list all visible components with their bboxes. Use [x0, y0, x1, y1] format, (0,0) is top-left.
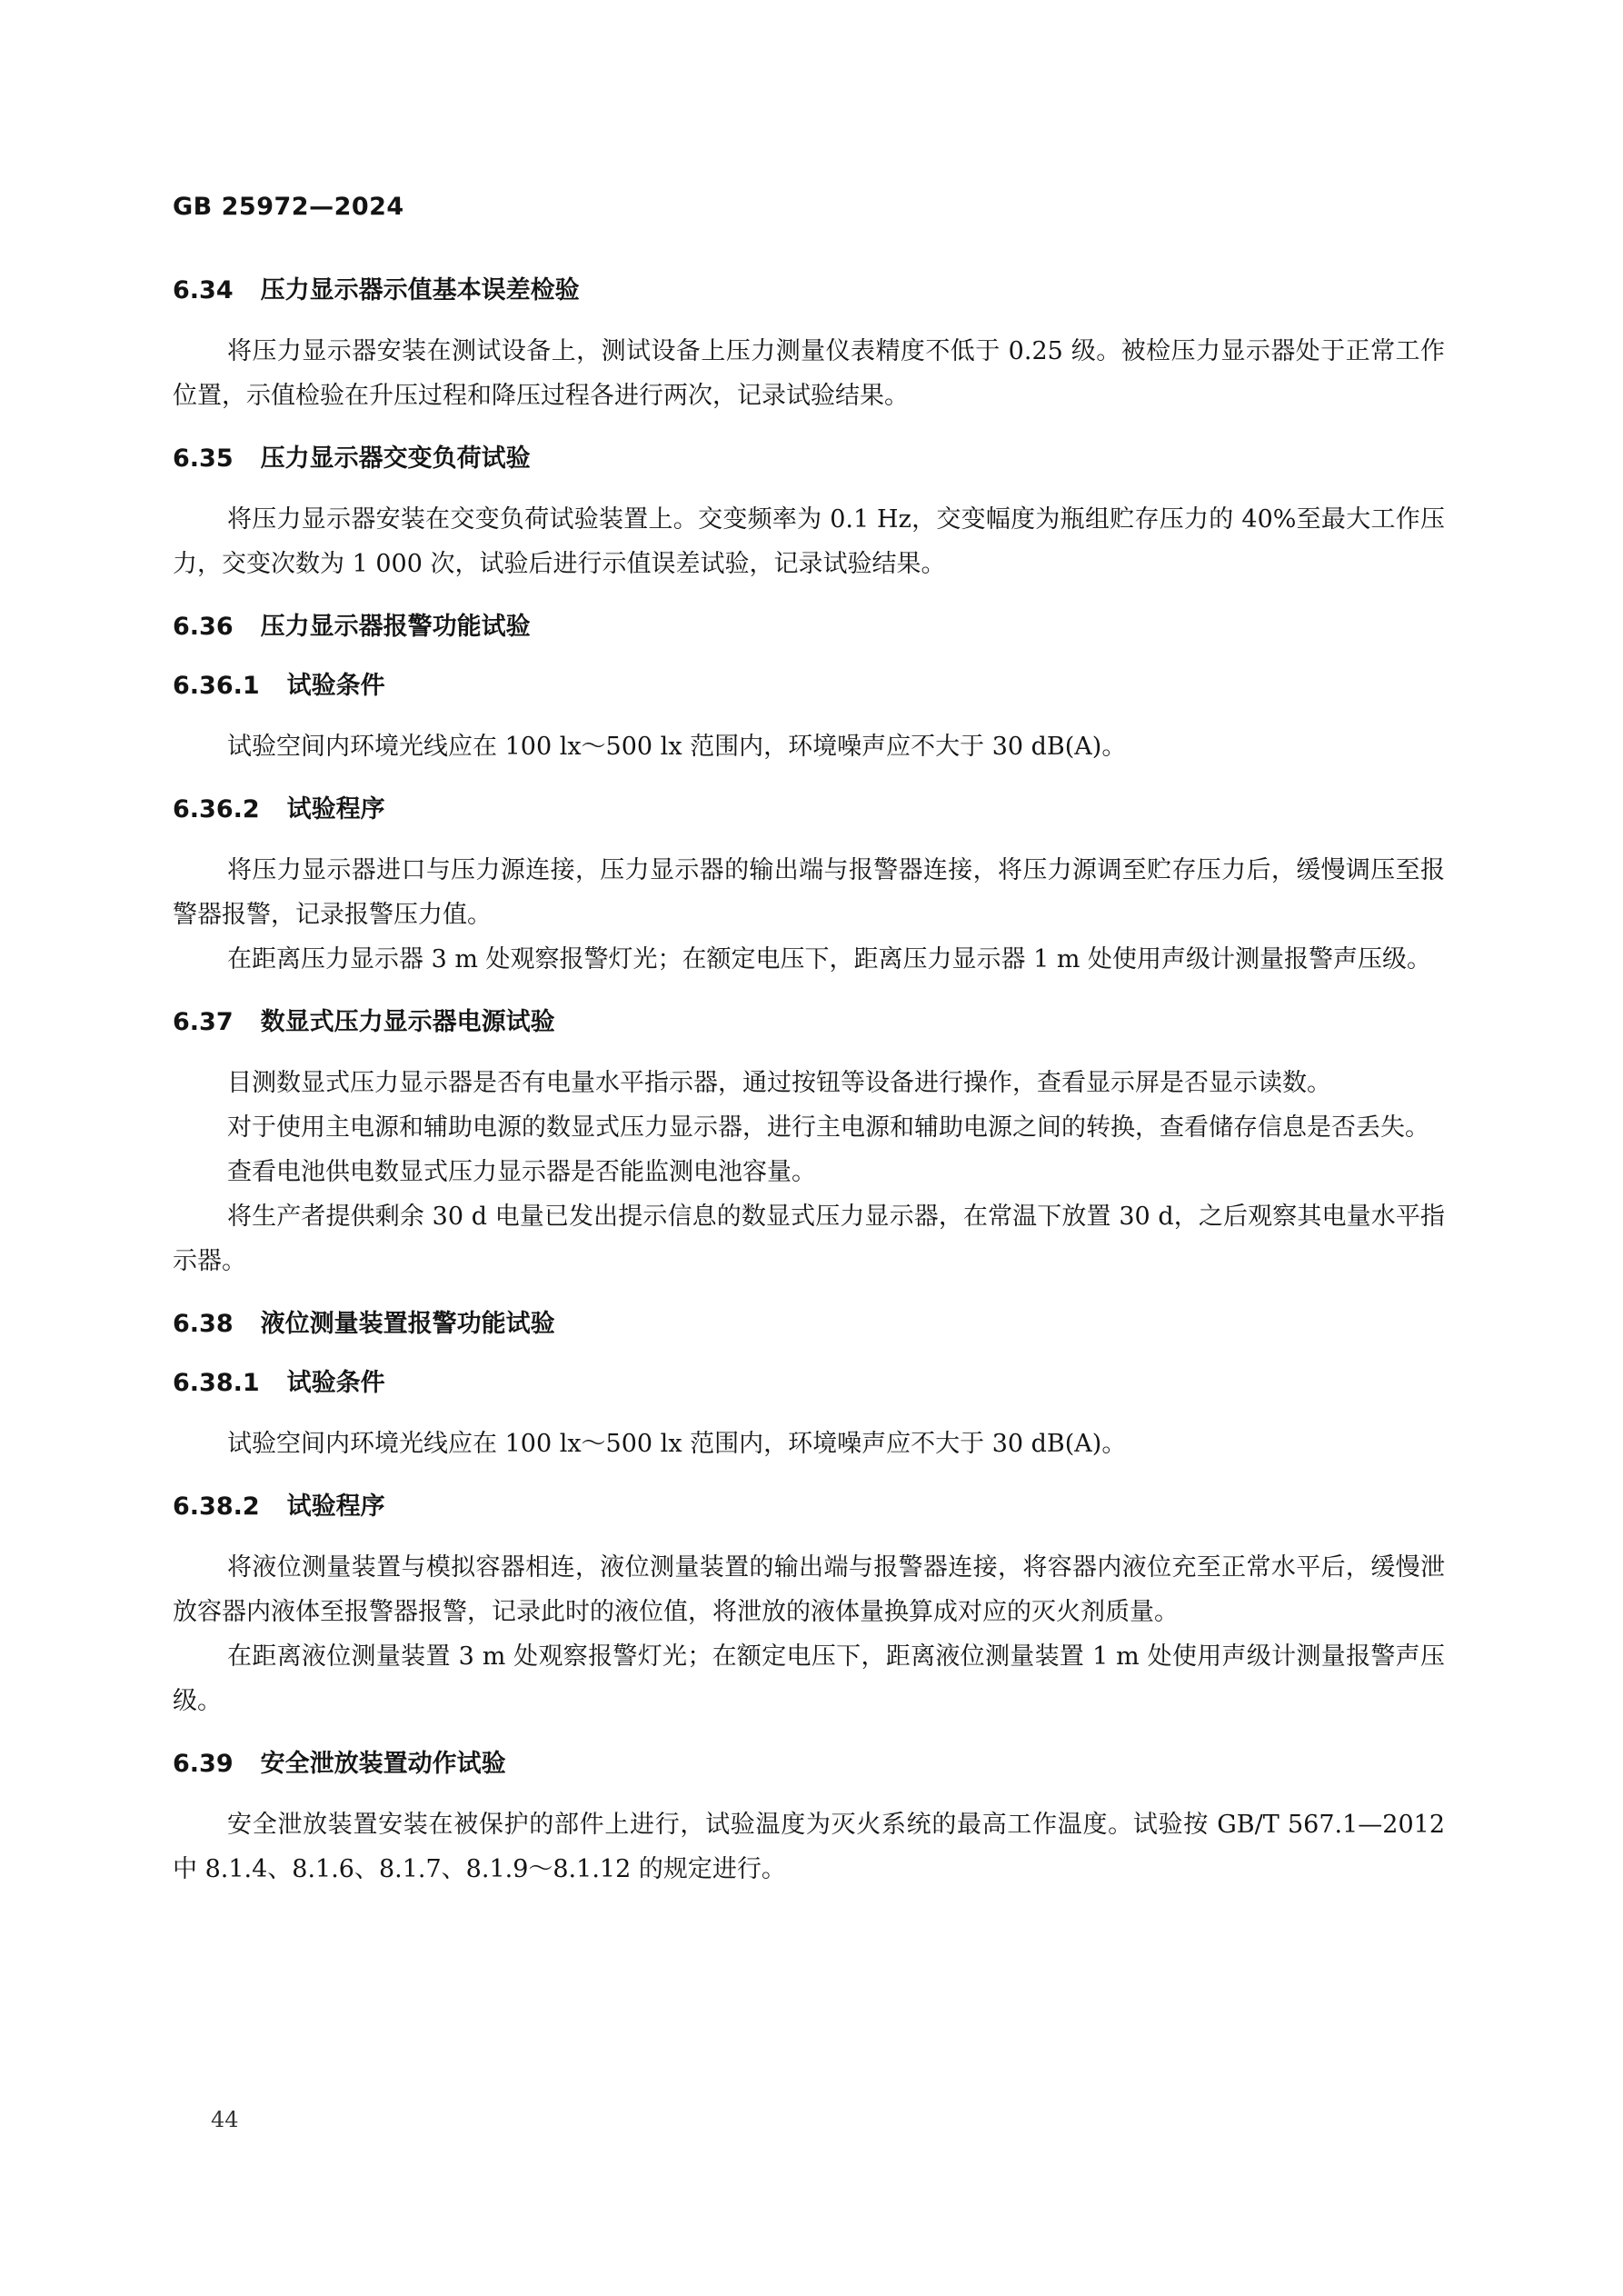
paragraph: 试验空间内环境光线应在 100 lx～500 lx 范围内，环境噪声应不大于 30 dB(A)。: [227, 733, 1127, 761]
section-number: 6.39: [173, 1750, 234, 1778]
section-heading-6-38-2: [173, 1489, 1445, 1525]
paragraph: 在距离液位测量装置 3 m 处观察报警灯光；在额定电压下，距离液位测量装置 1 m 处使用声级计测量报警声压级。: [173, 1642, 1445, 1715]
section-heading-6-38: [173, 1306, 1445, 1343]
section-heading-6-36-1: [173, 668, 1445, 704]
page-number: 44: [211, 2107, 239, 2132]
section-title: 压力显示器报警功能试验: [260, 613, 531, 641]
section-number: 6.34: [173, 276, 234, 304]
paragraph: 试验空间内环境光线应在 100 lx～500 lx 范围内，环境噪声应不大于 30 dB(A)。: [227, 1430, 1127, 1458]
section-heading-6-38-1: [173, 1365, 1445, 1402]
section-number: 6.36: [173, 613, 234, 641]
section-title: 液位测量装置报警功能试验: [260, 1310, 555, 1338]
paragraph: 对于使用主电源和辅助电源的数显式压力显示器，进行主电源和辅助电源之间的转换，查看储存信息是否丢失。: [227, 1113, 1429, 1142]
section-title: 试验条件: [286, 672, 385, 700]
section-heading-6-36: [173, 609, 1445, 645]
paragraph: 查看电池供电数显式压力显示器是否能监测电池容量。: [227, 1158, 816, 1186]
paragraph: 目测数显式压力显示器是否有电量水平指示器，通过按钮等设备进行操作，查看显示屏是否显示读数。: [227, 1069, 1331, 1097]
section-number: 6.36.2: [173, 795, 260, 824]
paragraph: 将生产者提供剩余 30 d 电量已发出提示信息的数显式压力显示器，在常温下放置 30 d，之后观察其电量水平指示器。: [173, 1203, 1445, 1275]
section-title: 安全泄放装置动作试验: [260, 1750, 506, 1778]
section-heading-6-39: [173, 1746, 1445, 1782]
section-number: 6.35: [173, 444, 234, 473]
section-heading-6-37: [173, 1004, 1445, 1041]
section-title: 数显式压力显示器电源试验: [260, 1008, 555, 1036]
section-number: 6.38.2: [173, 1492, 260, 1521]
section-number: 6.36.1: [173, 672, 260, 700]
paragraph: 在距离压力显示器 3 m 处观察报警灯光；在额定电压下，距离压力显示器 1 m 处使用声级计测量报警声压级。: [227, 945, 1432, 973]
section-number: 6.38: [173, 1310, 234, 1338]
paragraph: 将压力显示器安装在测试设备上，测试设备上压力测量仪表精度不低于 0.25 级。被检压力显示器处于正常工作位置，示值检验在升压过程和降压过程各进行两次，记录试验结果。: [173, 337, 1445, 410]
section-title: 压力显示器交变负荷试验: [260, 444, 531, 473]
section-heading-6-35: [173, 441, 1445, 477]
section-title: 试验程序: [286, 795, 385, 824]
paragraph: 将液位测量装置与模拟容器相连，液位测量装置的输出端与报警器连接，将容器内液位充至正常水平后，缓慢泄放容器内液体至报警器报警，记录此时的液位值，将泄放的液体量换算成对应的灭火剂质量。: [173, 1553, 1445, 1626]
section-title: 压力显示器示值基本误差检验: [260, 276, 580, 304]
section-number: 6.37: [173, 1008, 234, 1036]
section-number: 6.38.1: [173, 1369, 260, 1397]
paragraph: 将压力显示器安装在交变负荷试验装置上。交变频率为 0.1 Hz，交变幅度为瓶组贮存压力的 40%至最大工作压力，交变次数为 1 000 次，试验后进行示值误差试验，记录试验结果。: [173, 505, 1445, 578]
section-heading-6-36-2: [173, 792, 1445, 828]
section-title: 试验程序: [286, 1492, 385, 1521]
standard-code-header: GB 25972—2024: [173, 193, 404, 221]
paragraph: 将压力显示器进口与压力源连接，压力显示器的输出端与报警器连接，将压力源调至贮存压力后，缓慢调压至报警器报警，记录报警压力值。: [173, 856, 1445, 929]
section-heading-6-34: [173, 273, 1445, 309]
paragraph: 安全泄放装置安装在被保护的部件上进行，试验温度为灭火系统的最高工作温度。试验按 GB/T 567.1—2012 中 8.1.4、8.1.6、8.1.7、8.1.9～8.1.12 的规定进行。: [173, 1811, 1445, 1883]
document-body: [173, 273, 1445, 1892]
section-title: 试验条件: [286, 1369, 385, 1397]
